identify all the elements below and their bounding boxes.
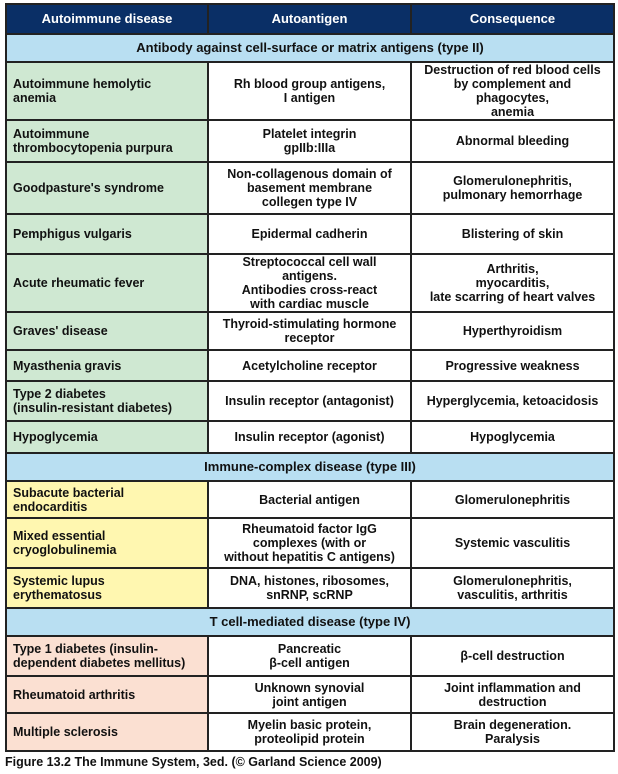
cell-text-line: Hypoglycemia (470, 430, 555, 444)
cell-text-line: Arthritis, (486, 262, 539, 276)
cell-text-line: Acetylcholine receptor (242, 358, 377, 373)
cell-text-line: myocarditis, (475, 276, 550, 290)
disease-cell (6, 254, 208, 312)
cell-text-line: Rh blood group antigens, (233, 77, 386, 91)
table-row (6, 568, 614, 608)
cell-text-line: Pemphigus vulgaris (13, 227, 132, 241)
cell-text-line: Joint inflammation and (444, 680, 581, 695)
autoantigen-cell (208, 676, 411, 713)
cell-text-line: β-cell antigen (269, 656, 350, 670)
cell-text-line: pulmonary hemorrhage (442, 188, 583, 202)
table-row (6, 676, 614, 713)
disease-cell (6, 162, 208, 214)
consequence-cell (411, 381, 614, 421)
cell-text-line: destruction (478, 694, 547, 709)
disease-cell (6, 214, 208, 254)
cell-text-line: Goodpasture's syndrome (13, 181, 164, 195)
cell-text-line: Type 1 diabetes (insulin- (13, 642, 158, 656)
cell-text-line: β-cell destruction (460, 649, 565, 663)
cell-text-line: DNA, histones, ribosomes, (229, 574, 390, 588)
consequence-cell (411, 421, 614, 453)
consequence-cell (411, 713, 614, 751)
table-row (6, 636, 614, 676)
autoantigen-cell (208, 62, 411, 120)
cell-text-line: Rheumatoid arthritis (13, 687, 136, 702)
cell-text-line: Autoimmune hemolytic (13, 77, 152, 91)
table-body (6, 34, 614, 751)
cell-text-line: vasculitis, arthritis (457, 588, 568, 602)
cell-text-line: Acute rheumatic fever (13, 276, 145, 290)
consequence-cell (411, 676, 614, 713)
cell-text-line: Systemic vasculitis (454, 536, 571, 550)
cell-text-line: Antibodies cross-react (241, 283, 378, 297)
figure-caption: Figure 13.2 The Immune System, 3ed. (© Garland Science 2009) (5, 755, 382, 769)
autoantigen-cell (208, 254, 411, 312)
autoantigen-cell (208, 568, 411, 608)
cell-text-line: Platelet integrin (262, 127, 357, 141)
cell-text-line: Myelin basic protein, (247, 718, 372, 732)
section-title: T cell-mediated disease (type IV) (6, 608, 614, 636)
disease-cell (6, 421, 208, 453)
consequence-cell (411, 162, 614, 214)
autoantigen-cell (208, 421, 411, 453)
autoantigen-cell (208, 350, 411, 381)
header-autoantigen: Autoantigen (208, 4, 411, 34)
table-row (6, 162, 614, 214)
cell-text-line: by complement and phagocytes, (453, 77, 572, 105)
cell-text-line: Autoimmune (13, 127, 90, 141)
disease-cell (6, 568, 208, 608)
section-header-row (6, 34, 614, 62)
section-header-row (6, 453, 614, 481)
cell-text-line: Abnormal bleeding (455, 134, 570, 148)
cell-text-line: erythematosus (13, 588, 102, 602)
table-row (6, 713, 614, 751)
disease-cell (6, 381, 208, 421)
cell-text-line: Streptococcal cell wall antigens. (242, 255, 377, 283)
header-consequence: Consequence (411, 4, 614, 34)
cell-text-line: Blistering of skin (461, 227, 564, 241)
disease-cell (6, 713, 208, 751)
autoantigen-cell (208, 120, 411, 162)
cell-text-line: Insulin receptor (antagonist) (225, 394, 394, 408)
cell-text-line: with cardiac muscle (250, 297, 369, 311)
consequence-cell (411, 214, 614, 254)
cell-text-line: joint antigen (272, 694, 347, 709)
cell-text-line: snRNP, scRNP (266, 588, 353, 602)
table-row (6, 518, 614, 568)
cell-text-line: complexes (with or (252, 536, 367, 550)
cell-text-line: Myasthenia gravis (13, 358, 122, 373)
disease-cell (6, 636, 208, 676)
autoantigen-cell (208, 214, 411, 254)
consequence-cell (411, 636, 614, 676)
cell-text-line: Insulin receptor (agonist) (234, 430, 385, 444)
consequence-cell (411, 518, 614, 568)
consequence-cell (411, 254, 614, 312)
cell-text-line: Mixed essential (13, 529, 106, 543)
disease-cell (6, 62, 208, 120)
consequence-cell (411, 312, 614, 350)
cell-text-line: gpIIb:IIIa (283, 141, 336, 155)
table-row (6, 381, 614, 421)
cell-text-line: without hepatitis C antigens) (224, 550, 395, 564)
consequence-cell (411, 350, 614, 381)
cell-text-line: Glomerulonephritis (454, 492, 571, 507)
table-row (6, 120, 614, 162)
autoantigen-cell (208, 713, 411, 751)
cell-text-line: Paralysis (485, 732, 540, 746)
autoimmune-disease-table (5, 3, 615, 752)
cell-text-line: Systemic lupus (13, 574, 105, 588)
cell-text-line: Brain degeneration. (453, 718, 572, 732)
cell-text-line: Epidermal cadherin (251, 227, 368, 241)
table-row (6, 62, 614, 120)
autoantigen-cell (208, 636, 411, 676)
autoantigen-cell (208, 162, 411, 214)
autoantigen-cell (208, 518, 411, 568)
cell-text-line: late scarring of heart valves (429, 290, 596, 304)
cell-text-line: Type 2 diabetes (13, 387, 106, 401)
disease-cell (6, 312, 208, 350)
cell-text-line: Subacute bacterial (13, 485, 125, 500)
cell-text-line: Graves' disease (13, 324, 108, 338)
cell-text-line: Rheumatoid factor IgG (242, 522, 377, 536)
cell-text-line: Hyperthyroidism (462, 324, 563, 338)
header-row (6, 4, 614, 34)
consequence-cell (411, 568, 614, 608)
header-disease: Autoimmune disease (6, 4, 208, 34)
autoantigen-cell (208, 481, 411, 518)
table-row (6, 481, 614, 518)
table-row (6, 214, 614, 254)
consequence-cell (411, 62, 614, 120)
table-row (6, 254, 614, 312)
table-row (6, 421, 614, 453)
disease-cell (6, 481, 208, 518)
cell-text-line: anemia (490, 105, 535, 119)
consequence-cell (411, 481, 614, 518)
cell-text-line: basement membrane (246, 181, 373, 195)
section-title: Antibody against cell-surface or matrix antigens (type II) (6, 34, 614, 62)
disease-cell (6, 676, 208, 713)
disease-cell (6, 120, 208, 162)
cell-text-line: Non-collagenous domain of (227, 167, 392, 181)
autoantigen-cell (208, 381, 411, 421)
table-row (6, 312, 614, 350)
cell-text-line: Glomerulonephritis, (453, 574, 572, 588)
cell-text-line: I antigen (283, 91, 336, 105)
cell-text-line: anemia (13, 91, 57, 105)
cell-text-line: Glomerulonephritis, (453, 174, 572, 188)
cell-text-line: cryoglobulinemia (13, 543, 117, 557)
cell-text-line: Destruction of red blood cells (424, 63, 601, 77)
cell-text-line: collegen type IV (261, 195, 358, 209)
autoantigen-cell (208, 312, 411, 350)
disease-cell (6, 518, 208, 568)
cell-text-line: endocarditis (13, 499, 88, 514)
cell-text-line: dependent diabetes mellitus) (13, 656, 186, 670)
cell-text-line: (insulin-resistant diabetes) (13, 401, 173, 415)
cell-text-line: Progressive weakness (445, 358, 580, 373)
cell-text-line: receptor (284, 331, 335, 345)
cell-text-line: Pancreatic (277, 642, 342, 656)
cell-text-line: Bacterial antigen (259, 492, 360, 507)
section-title: Immune-complex disease (type III) (6, 453, 614, 481)
cell-text-line: thrombocytopenia purpura (13, 141, 173, 155)
disease-cell (6, 350, 208, 381)
cell-text-line: proteolipid protein (254, 732, 365, 746)
consequence-cell (411, 120, 614, 162)
table-row (6, 350, 614, 381)
section-header-row (6, 608, 614, 636)
cell-text-line: Thyroid-stimulating hormone (222, 317, 397, 331)
cell-text-line: Hypoglycemia (13, 430, 98, 444)
cell-text-line: Hyperglycemia, ketoacidosis (426, 394, 599, 408)
cell-text-line: Unknown synovial (254, 680, 365, 695)
cell-text-line: Multiple sclerosis (13, 725, 118, 739)
